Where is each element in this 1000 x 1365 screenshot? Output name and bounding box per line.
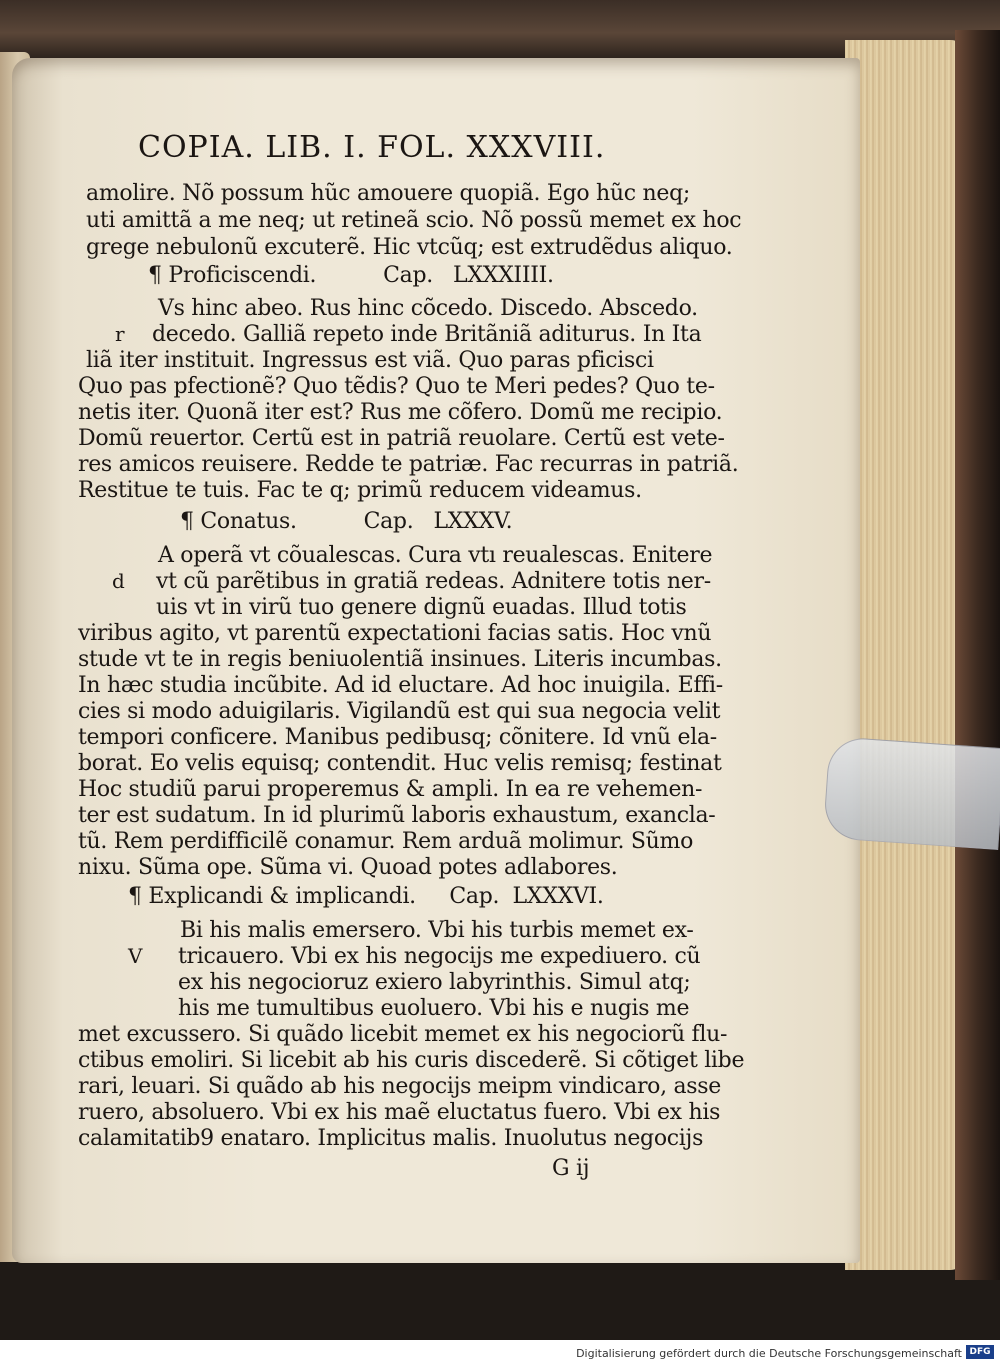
text-line: his me tumultibus euoluero. Vbi his e nugis me (178, 996, 690, 1021)
text-line: ctibus emoliri. Si licebit ab his curis discederẽ. Si cõtiget libe (78, 1048, 745, 1073)
text-line: amolire. Nõ possum hũc amouere quopiã. Ego hũc neq; (86, 181, 690, 206)
dfg-logo: DFG (966, 1345, 994, 1359)
text-line: Quo pas pfectionẽ? Quo tẽdis? Quo te Meri pedes? Quo te- (78, 374, 715, 399)
text-line: grege nebulonũ excuterẽ. Hic vtcũq; est extrudẽdus aliquo. (86, 235, 733, 260)
text-line: uti amittã a me neq; ut retineã scio. Nõ possũ memet ex hoc (86, 208, 742, 233)
text-line: Restitue te tuis. Fac te q; primũ reducem videamus. (78, 478, 642, 503)
text-line: tũ. Rem perdifficilẽ conamur. Rem arduã molimur. Sũmo (78, 829, 694, 854)
text-line: tricauero. Vbi ex his negocijs me expediuero. cũ (178, 944, 701, 969)
text-line: Vs hinc abeo. Rus hinc cõcedo. Discedo. Abscedo. (158, 296, 698, 321)
signature-mark: G ij (552, 1156, 590, 1181)
text-line: rari, leuari. Si quãdo ab his negocijs meipm vindicaro, asse (78, 1074, 722, 1099)
text-line: liã iter instituit. Ingressus est viã. Quo paras pficisci (86, 348, 654, 373)
text-line: met excussero. Si quãdo licebit memet ex his negociorũ flu- (78, 1022, 728, 1047)
funding-credit: Digitalisierung gefördert durch die Deutsche Forschungsgemeinschaft (576, 1347, 962, 1360)
margin-letter: V (128, 944, 143, 968)
page-clip (823, 736, 1000, 850)
text-line: ruero, absoluero. Vbi ex his maẽ eluctatus fuero. Vbi ex his (78, 1100, 721, 1125)
text-line: netis iter. Quonã iter est? Rus me cõfero. Domũ me recipio. (78, 400, 723, 425)
margin-letter: d (112, 569, 125, 593)
text-line: Hoc studiũ parui properemus & ampli. In ea re vehemen- (78, 777, 703, 802)
text-line: In hæc studia incũbite. Ad id eluctare. Ad hoc inuigila. Effi- (78, 673, 723, 698)
text-line: A operã vt cõualescas. Cura vtı reualescas. Enitere (158, 543, 713, 568)
text-line: nixu. Sũma ope. Sũma vi. Quoad potes adlabores. (78, 855, 618, 880)
text-line: res amicos reuisere. Redde te patriæ. Fac recurras in patriã. (78, 452, 739, 477)
page-fore-edge (845, 40, 965, 1270)
text-line: tempori conficere. Manibus pedibusq; cõnitere. Id vnũ ela- (78, 725, 717, 750)
text-line: vt cũ parẽtibus in gratiã redeas. Adnitere totis ner- (156, 569, 711, 594)
text-line: cies si modo aduigilaris. Vigilandũ est qui sua negocia velit (78, 699, 721, 724)
text-line: stude vt te in regis beniuolentiã insinues. Literis incumbas. (78, 647, 722, 672)
text-line: ex his negocioruz exiero labyrinthis. Simul atq; (178, 970, 691, 995)
running-head: COPIA. LIB. I. FOL. XXXVIII. (138, 130, 606, 165)
chapter-heading: ¶ Conatus. Cap. LXXXV. (180, 509, 513, 534)
chapter-heading: ¶ Explicandi & implicandi. Cap. LXXXVI. (128, 884, 604, 909)
binding-edge (955, 30, 1000, 1280)
footer-bar (0, 1340, 1000, 1365)
text-line: Domũ reuertor. Certũ est in patriã reuolare. Certũ est vete- (78, 426, 725, 451)
text-line: Bi his malis emersero. Vbi his turbis memet ex- (180, 918, 694, 943)
chapter-heading: ¶ Proficiscendi. Cap. LXXXIIII. (148, 263, 554, 288)
text-line: decedo. Galliã repeto inde Britãniã aditurus. In Ita (152, 322, 702, 347)
text-line: calamitatib9 enataro. Implicitus malis. Inuolutus negocijs (78, 1126, 704, 1151)
text-line: ter est sudatum. In id plurimũ laboris exhaustum, exancla- (78, 803, 716, 828)
text-line: viribus agito, vt parentũ expectationi facias satis. Hoc vnũ (78, 621, 712, 646)
text-line: uis vt in virũ tuo genere dignũ euadas. Illud totis (156, 595, 687, 620)
text-line: borat. Eo velis equisq; contendit. Huc velis remisq; festinat (78, 751, 722, 776)
margin-letter: r (115, 322, 125, 346)
